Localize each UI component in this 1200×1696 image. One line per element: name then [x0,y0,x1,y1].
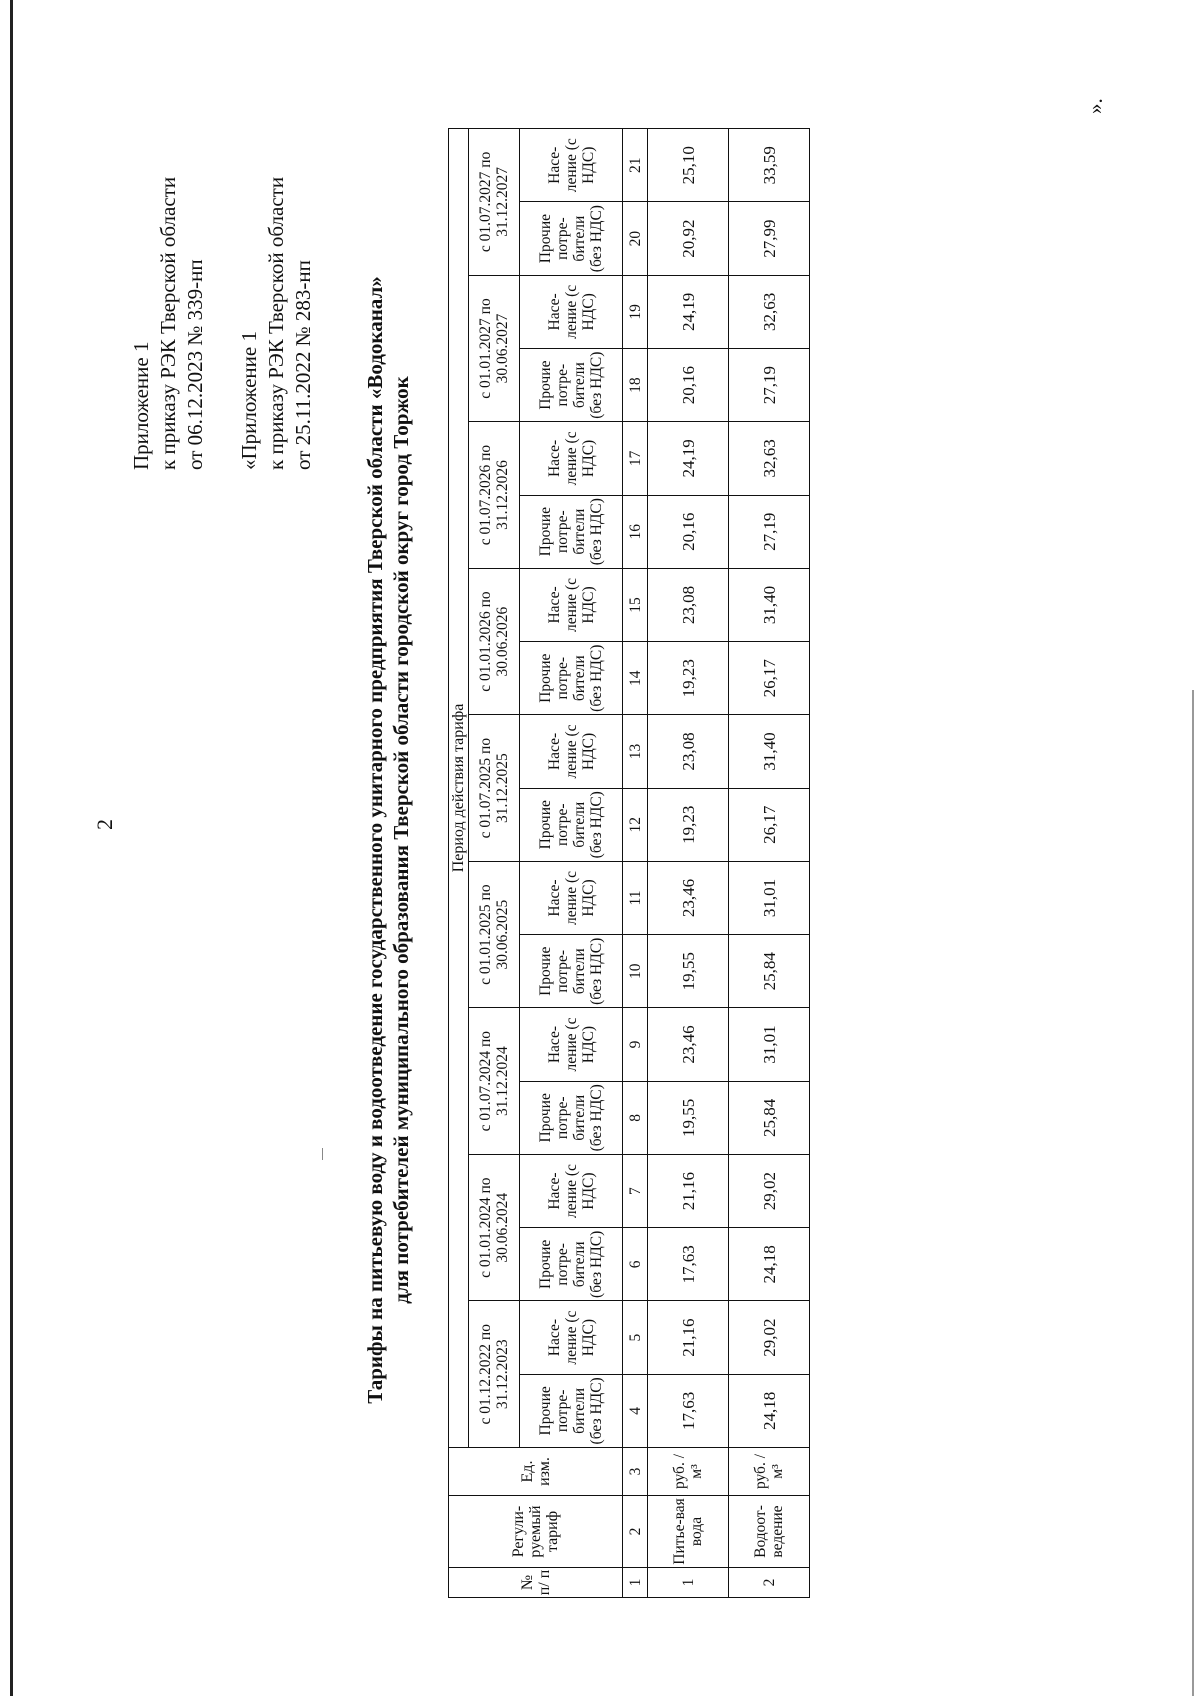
period-header-3: с 01.07.2024 по 31.12.2024 [469,1008,520,1155]
tariff-value: 25,84 [729,935,810,1008]
appendix-new-line2: к приказу РЭК Тверской области [156,176,180,470]
column-number: 21 [623,129,648,202]
subheader-other-consumers: Прочие потре-бители (без НДС) [520,202,623,275]
tariff-value: 26,17 [729,788,810,861]
header-period: Период действия тарифа [449,129,469,1448]
period-header-9: с 01.07.2027 по 31.12.2027 [469,129,520,276]
subheader-other-consumers: Прочие потре-бители (без НДС) [520,1081,623,1154]
tariff-value: 27,19 [729,349,810,422]
appendix-old-line1: «Приложение 1 [237,331,261,470]
row-tariff-name: Водоот-ведение [729,1496,810,1568]
column-number: 10 [623,935,648,1008]
subheader-other-consumers: Прочие потре-бители (без НДС) [520,1374,623,1447]
page-number: 2 [92,819,117,830]
subheader-population: Насе-ление (с НДС) [520,861,623,934]
appendix-new-block [128,177,209,470]
scan-fold-line [1192,690,1194,1696]
tariff-value: 24,19 [648,275,729,348]
tariff-value: 31,01 [729,1008,810,1081]
column-number: 1 [623,1568,648,1598]
tariff-value: 23,08 [648,715,729,788]
column-number: 9 [623,1008,648,1081]
subheader-population: Насе-ление (с НДС) [520,275,623,348]
row-unit: руб. /м³ [648,1448,729,1496]
subheader-other-consumers: Прочие потре-бители (без НДС) [520,495,623,568]
table-row [729,129,810,1598]
appendix-new-line3: от 06.12.2023 № 339-нп [183,259,207,470]
subheader-population: Насе-ление (с НДС) [520,715,623,788]
period-header-8: с 01.01.2027 по 30.06.2027 [469,275,520,422]
tariff-value: 24,19 [648,422,729,495]
tariff-value: 29,02 [729,1301,810,1374]
scan-mark [322,1148,323,1160]
period-header-6: с 01.01.2026 по 30.06.2026 [469,568,520,715]
period-header-1: с 01.12.2022 по 31.12.2023 [469,1301,520,1448]
column-number: 12 [623,788,648,861]
column-number: 8 [623,1081,648,1154]
tariff-value: 20,92 [648,202,729,275]
column-number: 6 [623,1228,648,1301]
tariff-value: 33,59 [729,129,810,202]
tariff-value: 31,01 [729,861,810,934]
column-number: 13 [623,715,648,788]
subheader-population: Насе-ление (с НДС) [520,1301,623,1374]
tariff-value: 23,46 [648,1008,729,1081]
period-header-4: с 01.01.2025 по 30.06.2025 [469,861,520,1008]
tariff-value: 20,16 [648,349,729,422]
tariff-value: 23,46 [648,861,729,934]
table-row [648,129,729,1598]
appendix-old-line2: к приказу РЭК Тверской области [264,176,288,470]
header-unit: Ед. изм. [449,1448,623,1496]
column-number: 11 [623,861,648,934]
tariff-table-wrap [448,128,810,1598]
subheader-other-consumers: Прочие потре-бители (без НДС) [520,349,623,422]
column-number: 4 [623,1374,648,1447]
subheader-population: Насе-ление (с НДС) [520,1154,623,1227]
tariff-value: 19,55 [648,935,729,1008]
tariff-value: 25,10 [648,129,729,202]
tariff-value: 24,18 [729,1374,810,1447]
column-number: 19 [623,275,648,348]
subheader-other-consumers: Прочие потре-бители (без НДС) [520,788,623,861]
tariff-value: 21,16 [648,1301,729,1374]
header-tariff: Регули-руемый тариф [449,1496,623,1568]
row-unit: руб. /м³ [729,1448,810,1496]
period-header-2: с 01.01.2024 по 30.06.2024 [469,1154,520,1301]
title-line2: для потребителей муниципального образования Тверской области городской округ город Торжок [389,376,413,1304]
column-number: 17 [623,422,648,495]
subheader-other-consumers: Прочие потре-бители (без НДС) [520,935,623,1008]
appendix-old-block [236,177,317,470]
appendix-old-line3: от 25.11.2022 № 283-нп [291,260,315,470]
subheader-population: Насе-ление (с НДС) [520,568,623,641]
period-header-7: с 01.07.2026 по 31.12.2026 [469,422,520,569]
title-line1: Тарифы на питьевую воду и водоотведение государственного унитарного предприятия Тверской области «Водоканал» [363,276,387,1404]
tariff-value: 19,55 [648,1081,729,1154]
tariff-value: 31,40 [729,568,810,641]
tariff-value: 27,19 [729,495,810,568]
subheader-population: Насе-ление (с НДС) [520,129,623,202]
tariff-value: 26,17 [729,642,810,715]
subheader-population: Насе-ление (с НДС) [520,1008,623,1081]
tariff-value: 21,16 [648,1154,729,1227]
row-number: 2 [729,1568,810,1598]
tariff-value: 25,84 [729,1081,810,1154]
tariff-table [448,128,810,1598]
subheader-other-consumers: Прочие потре-бители (без НДС) [520,1228,623,1301]
column-number: 7 [623,1154,648,1227]
column-number: 15 [623,568,648,641]
tariff-value: 23,08 [648,568,729,641]
tariff-value: 27,99 [729,202,810,275]
scan-edge-line [10,0,13,1696]
tariff-value: 19,23 [648,788,729,861]
column-number: 2 [623,1496,648,1568]
row-number: 1 [648,1568,729,1598]
tariff-value: 29,02 [729,1154,810,1227]
tariff-value: 17,63 [648,1228,729,1301]
header-no: № п/ п [449,1568,623,1598]
column-number: 20 [623,202,648,275]
subheader-population: Насе-ление (с НДС) [520,422,623,495]
column-number: 5 [623,1301,648,1374]
column-number: 14 [623,642,648,715]
tariff-value: 32,63 [729,275,810,348]
column-number: 18 [623,349,648,422]
tariff-value: 31,40 [729,715,810,788]
row-tariff-name: Питье-вая вода [648,1496,729,1568]
closing-mark: ». [1083,98,1107,114]
column-number: 3 [623,1448,648,1496]
tariff-value: 24,18 [729,1228,810,1301]
tariff-value: 17,63 [648,1374,729,1447]
tariff-value: 32,63 [729,422,810,495]
appendix-new-line1: Приложение 1 [129,341,153,470]
column-number: 16 [623,495,648,568]
subheader-other-consumers: Прочие потре-бители (без НДС) [520,642,623,715]
document-title [362,150,414,1530]
tariff-value: 20,16 [648,495,729,568]
tariff-value: 19,23 [648,642,729,715]
period-header-5: с 01.07.2025 по 31.12.2025 [469,715,520,862]
